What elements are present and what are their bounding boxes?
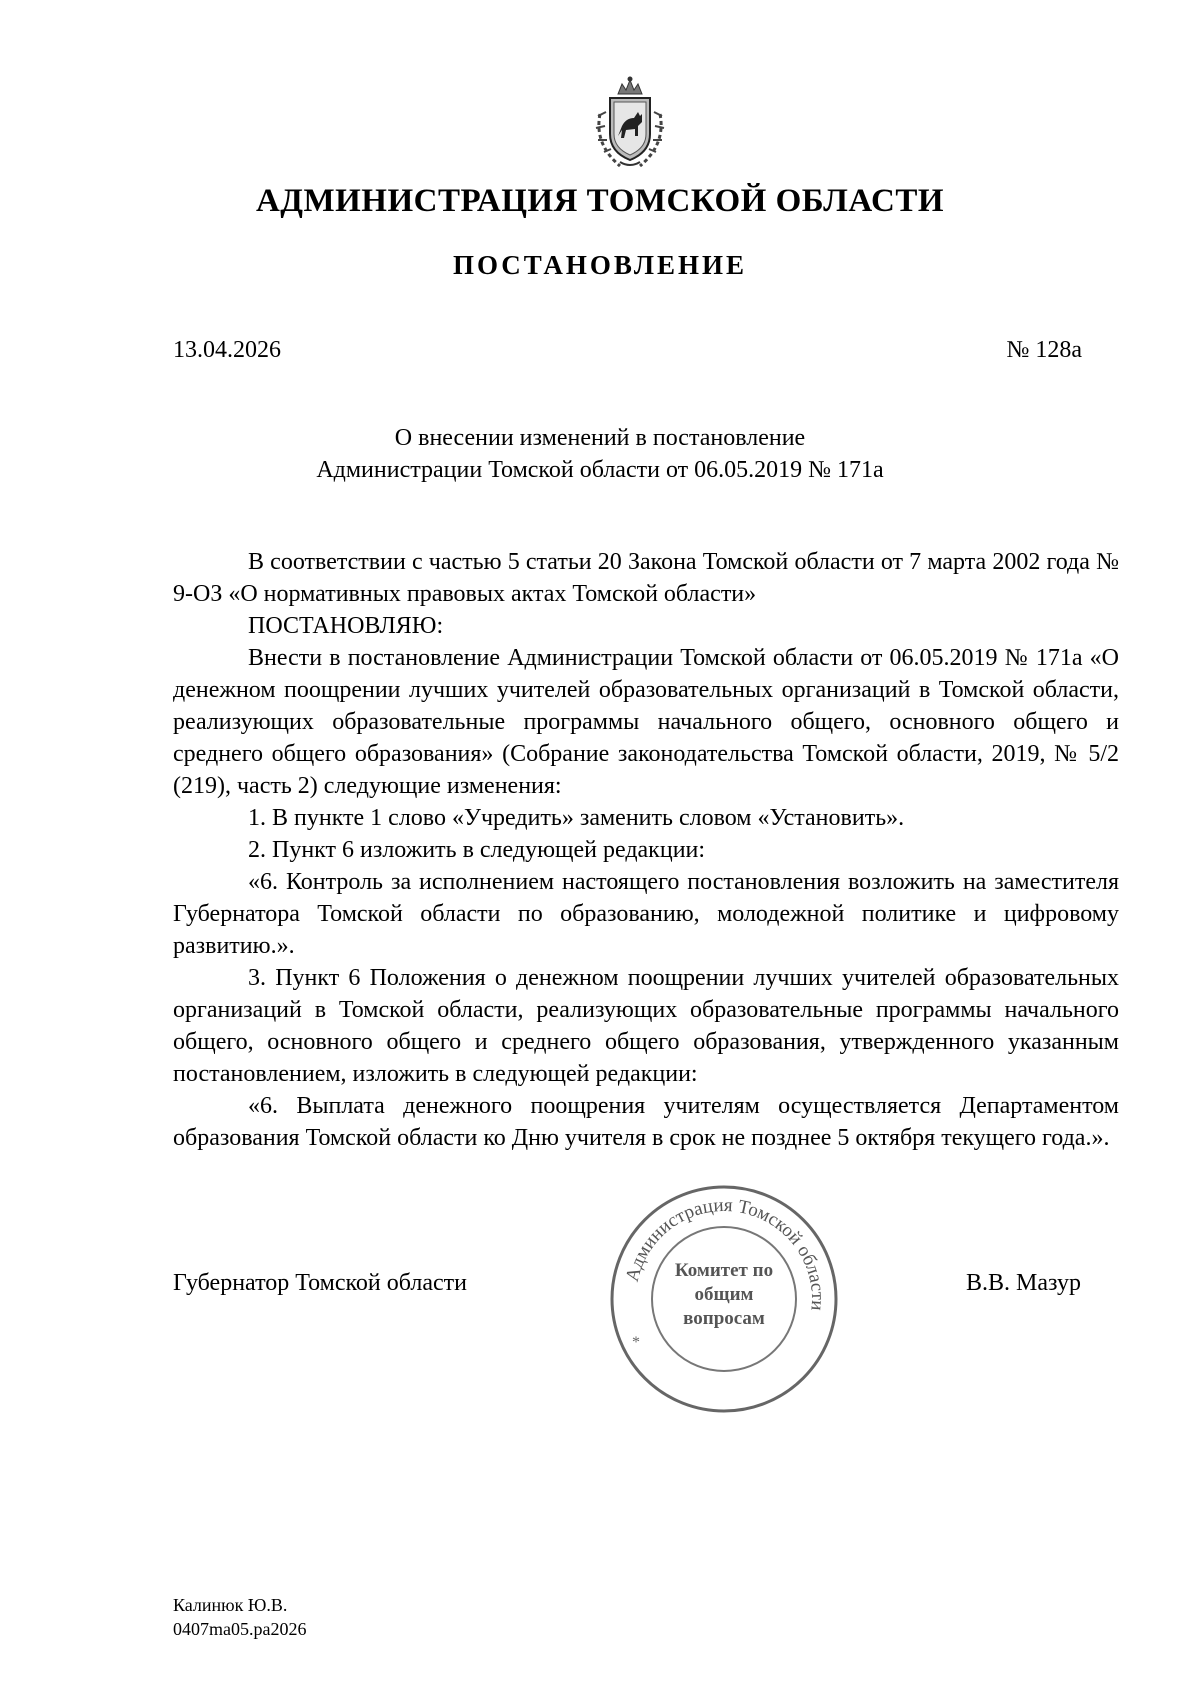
body-paragraph-resolve: ПОСТАНОВЛЯЮ: [248,613,444,639]
coat-of-arms-icon [580,74,680,174]
document-body [173,546,1119,1154]
body-paragraph: В соответствии с частью 5 статьи 20 Закона Томской области от 7 марта 2002 года № 9-ОЗ «О нормативных правовых актах Томской области» [173,549,1119,607]
document-subject [0,422,1200,486]
body-paragraph: Внести в постановление Администрации Томской области от 06.05.2019 № 171а «О денежном поощрении лучших учителей образовательных организаций в Томской области, реализующих образовательные программы начального общего, основного общего и среднего общего образования» (Собрание законодательства Томской области, 2019, № 5/2 (219), часть 2) следующие изменения: [173,645,1119,799]
seal-ring-text: Администрация Томской области [621,1194,829,1312]
body-paragraph: «6. Выплата денежного поощрения учителям осуществляется Департаментом образования Томской области ко Дню учителя в срок не позднее 5 октября текущего года.». [173,1093,1119,1151]
seal-center-text: Комитет по общим вопросам [674,1260,774,1329]
body-paragraph: 1. В пункте 1 слово «Учредить» заменить словом «Установить». [248,805,905,831]
body-paragraph: 2. Пункт 6 изложить в следующей редакции: [248,837,706,863]
official-seal [604,1179,844,1419]
subject-line-2: Администрации Томской области от 06.05.2019 № 171а [316,457,884,483]
subject-line-1: О внесении изменений в постановление [394,425,806,451]
body-paragraph: 3. Пункт 6 Положения о денежном поощрении лучших учителей образовательных организаций в Томской области, реализующих образовательные программы начального общего, основного общего и среднего общего образования, утвержденного указанным постановлением, изложить в следующей редакции: [173,965,1119,1087]
document-number: № 128а [1006,337,1082,363]
organization-title: АДМИНИСТРАЦИЯ ТОМСКОЙ ОБЛАСТИ [255,183,945,219]
seal-star-icon: * [632,1334,640,1351]
signatory-role: Губернатор Томской области [173,1270,467,1296]
document-type: ПОСТАНОВЛЕНИЕ [452,250,748,280]
executor-name: Калинюк Ю.В. [173,1595,288,1615]
signatory-name: В.В. Мазур [966,1270,1081,1296]
body-paragraph: «6. Контроль за исполнением настоящего постановления возложить на заместителя Губернатора Томской области по образованию, молодежной политике и цифровому развитию.». [173,869,1119,959]
executor-block [173,1593,306,1641]
executor-code: 0407ma05.pa2026 [173,1619,307,1639]
document-date: 13.04.2026 [173,337,281,363]
